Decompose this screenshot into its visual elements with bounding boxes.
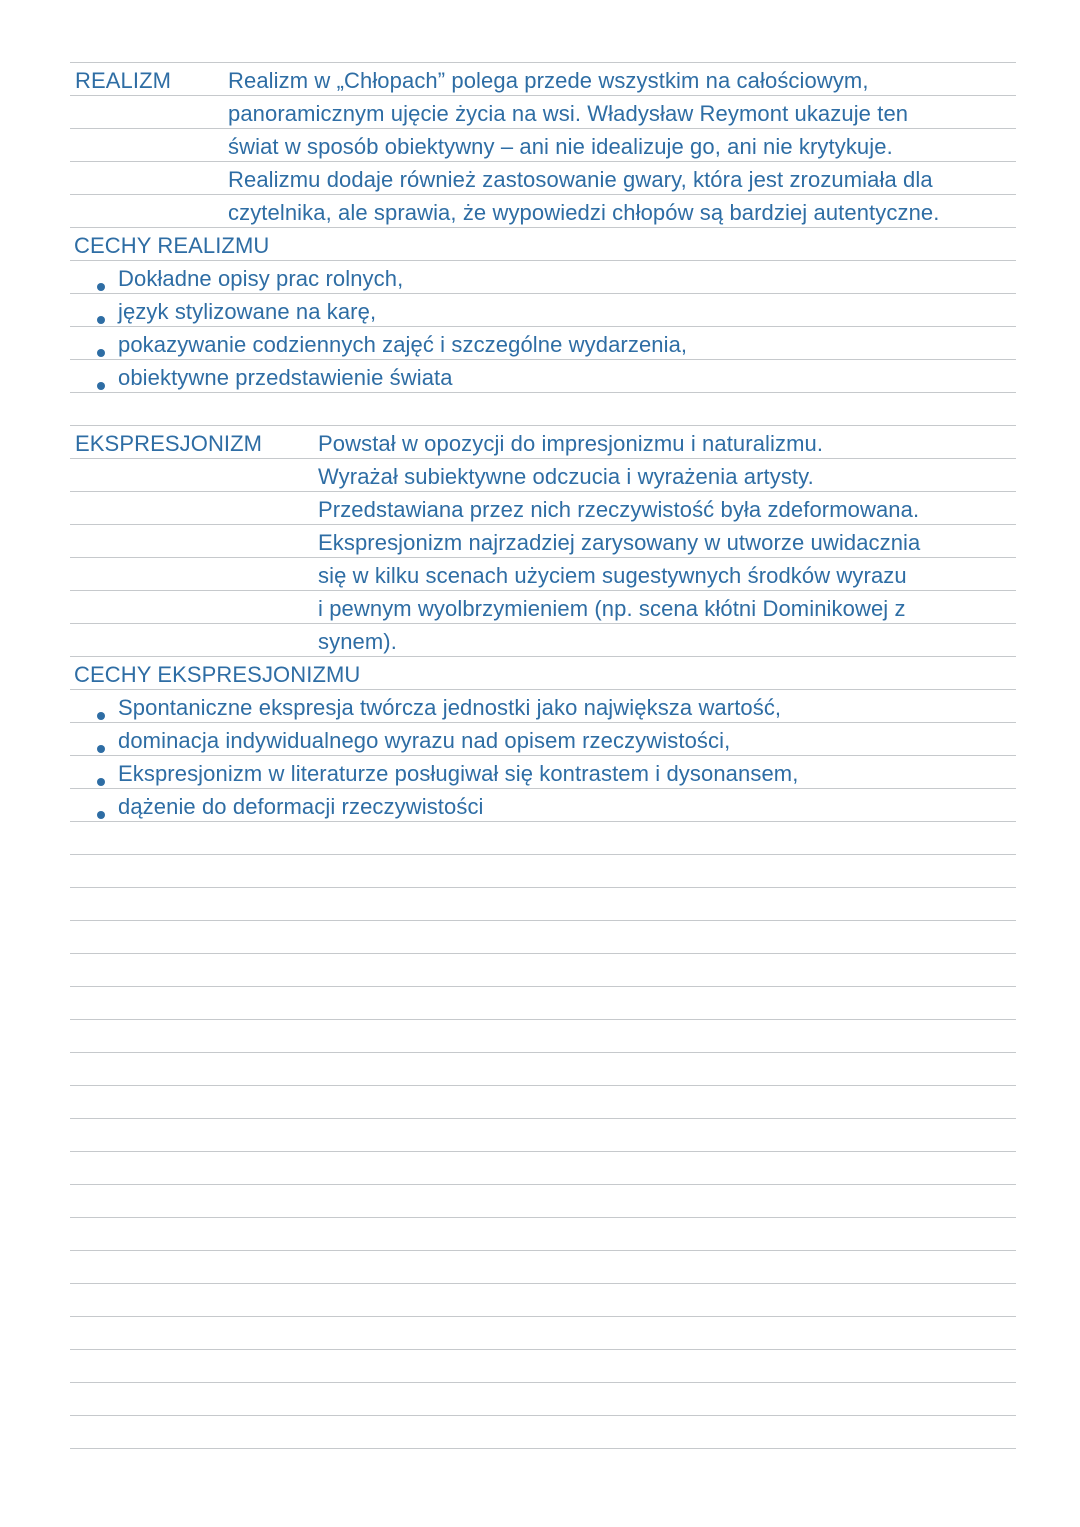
definition-line: i pewnym wyolbrzymieniem (np. scena kłótni Dominikowej z bbox=[318, 595, 906, 621]
definition-line: Realizmu dodaje również zastosowanie gwary, która jest zrozumiała dla bbox=[228, 166, 933, 192]
section-heading: CECHY EKSPRESJONIZMU bbox=[74, 661, 361, 687]
bullet-icon bbox=[97, 811, 105, 819]
term-label: EKSPRESJONIZM bbox=[75, 430, 263, 456]
definition-line: się w kilku scenach użyciem sugestywnych środków wyrazu bbox=[318, 562, 907, 588]
bullet-icon bbox=[97, 349, 105, 357]
bullet-icon bbox=[97, 316, 105, 324]
definition-line: Ekspresjonizm najrzadziej zarysowany w utworze uwidacznia bbox=[318, 529, 921, 555]
note-row bbox=[70, 294, 1016, 327]
definition-line: świat w sposób obiektywny – ani nie idealizuje go, ani nie krytykuje. bbox=[228, 133, 893, 159]
definition-line: Powstał w opozycji do impresjonizmu i naturalizmu. bbox=[318, 430, 824, 456]
bullet-item: obiektywne przedstawienie świata bbox=[118, 364, 453, 390]
note-row bbox=[70, 162, 1016, 195]
definition-line: czytelnika, ale sprawia, że wypowiedzi chłopów są bardziej autentyczne. bbox=[228, 199, 940, 225]
note-row bbox=[70, 261, 1016, 294]
note-row bbox=[70, 591, 1016, 624]
bullet-icon bbox=[97, 283, 105, 291]
definition-line: Przedstawiana przez nich rzeczywistość była zdeformowana. bbox=[318, 496, 920, 522]
note-row bbox=[70, 63, 1016, 96]
definition-line: synem). bbox=[318, 628, 397, 654]
definition-line: Realizm w „Chłopach” polega przede wszystkim na całościowym, bbox=[228, 67, 869, 93]
bullet-item: dominacja indywidualnego wyrazu nad opisem rzeczywistości, bbox=[118, 727, 731, 753]
definition-line: panoramicznym ujęcie życia na wsi. Władysław Reymont ukazuje ten bbox=[228, 100, 909, 126]
bullet-item: Spontaniczne ekspresja twórcza jednostki jako największa wartość, bbox=[118, 694, 782, 720]
bullet-icon bbox=[97, 745, 105, 753]
note-row bbox=[70, 426, 1016, 459]
note-row bbox=[70, 558, 1016, 591]
note-row bbox=[70, 756, 1016, 789]
bullet-icon bbox=[97, 382, 105, 390]
note-row bbox=[70, 789, 1016, 822]
section-heading: CECHY REALIZMU bbox=[74, 232, 270, 258]
bullet-item: język stylizowane na karę, bbox=[118, 298, 377, 324]
note-row bbox=[70, 525, 1016, 558]
note-row bbox=[70, 459, 1016, 492]
bullet-item: Dokładne opisy prac rolnych, bbox=[118, 265, 404, 291]
note-sheet bbox=[70, 62, 1016, 1481]
bullet-item: dążenie do deformacji rzeczywistości bbox=[118, 793, 484, 819]
note-row bbox=[70, 624, 1016, 657]
bullet-item: Ekspresjonizm w literaturze posługiwał się kontrastem i dysonansem, bbox=[118, 760, 799, 786]
note-row bbox=[70, 657, 1016, 690]
note-row bbox=[70, 360, 1016, 393]
bullet-icon bbox=[97, 712, 105, 720]
note-row bbox=[70, 195, 1016, 228]
note-row bbox=[70, 96, 1016, 129]
definition-line: Wyrażał subiektywne odczucia i wyrażenia artysty. bbox=[318, 463, 814, 489]
term-label: REALIZM bbox=[75, 67, 172, 93]
bullet-item: pokazywanie codziennych zajęć i szczególne wydarzenia, bbox=[118, 331, 688, 357]
bullet-icon bbox=[97, 778, 105, 786]
note-row bbox=[70, 327, 1016, 360]
note-row bbox=[70, 228, 1016, 261]
note-row bbox=[70, 690, 1016, 723]
note-row bbox=[70, 129, 1016, 162]
note-row bbox=[70, 723, 1016, 756]
note-row bbox=[70, 492, 1016, 525]
